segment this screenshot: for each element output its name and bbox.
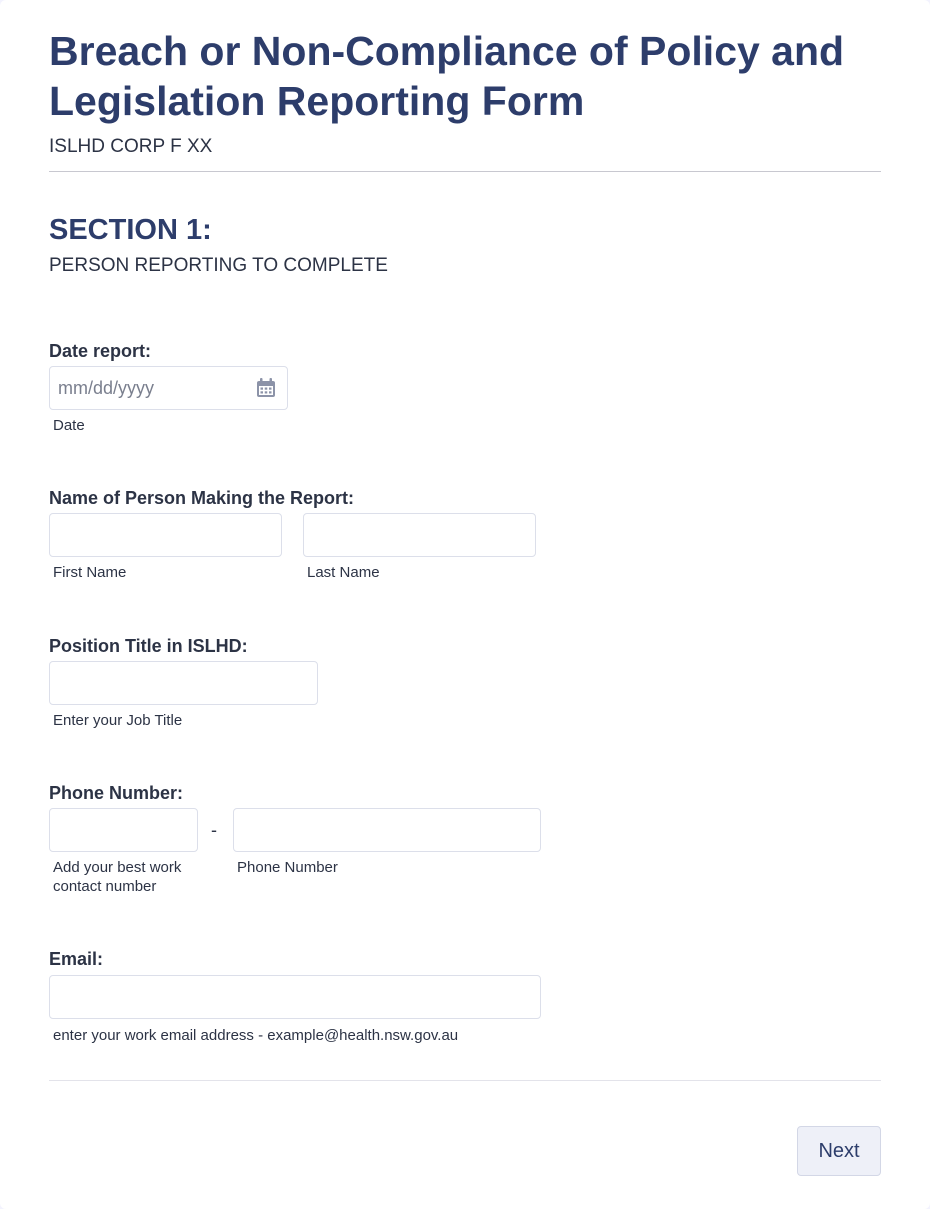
form-subtitle: ISLHD CORP F XX — [49, 136, 213, 157]
date-report-label: Date report: — [49, 341, 152, 361]
phone-number-sublabel: Phone Number — [237, 859, 338, 876]
first-name-input[interactable] — [50, 514, 281, 556]
next-button[interactable]: Next — [797, 1126, 881, 1176]
last-name-input[interactable] — [304, 514, 535, 556]
section-subtitle: PERSON REPORTING TO COMPLETE — [49, 255, 388, 276]
phone-area-sublabel-line1: Add your best work — [53, 859, 182, 876]
position-input[interactable] — [50, 662, 317, 704]
date-report-input[interactable] — [50, 367, 287, 409]
section-title: SECTION 1: — [49, 214, 212, 246]
header-divider — [49, 171, 881, 172]
phone-area-input[interactable] — [50, 809, 197, 851]
date-report-field — [49, 366, 288, 410]
footer-divider — [49, 1080, 881, 1081]
calendar-icon[interactable] — [255, 377, 277, 399]
phone-area-field — [49, 808, 198, 852]
last-name-sublabel: Last Name — [307, 564, 380, 581]
phone-number-field — [233, 808, 541, 852]
position-label: Position Title in ISLHD: — [49, 636, 248, 656]
first-name-field — [49, 513, 282, 557]
phone-label: Phone Number: — [49, 783, 184, 803]
name-label: Name of Person Making the Report: — [49, 488, 355, 508]
phone-number-input[interactable] — [234, 809, 540, 851]
email-input[interactable] — [50, 976, 540, 1018]
position-field — [49, 661, 318, 705]
phone-area-sublabel-line2: contact number — [53, 878, 157, 895]
email-field — [49, 975, 541, 1019]
position-sublabel: Enter your Job Title — [53, 712, 183, 729]
date-report-sublabel: Date — [53, 417, 85, 434]
email-sublabel: enter your work email address - example@health.nsw.gov.au — [53, 1027, 459, 1044]
email-label: Email: — [49, 949, 104, 969]
phone-separator: - — [211, 820, 217, 840]
last-name-field — [303, 513, 536, 557]
form-title: Breach or Non-Compliance of Policy and Legislation Reporting Form — [49, 28, 845, 124]
first-name-sublabel: First Name — [53, 564, 127, 581]
